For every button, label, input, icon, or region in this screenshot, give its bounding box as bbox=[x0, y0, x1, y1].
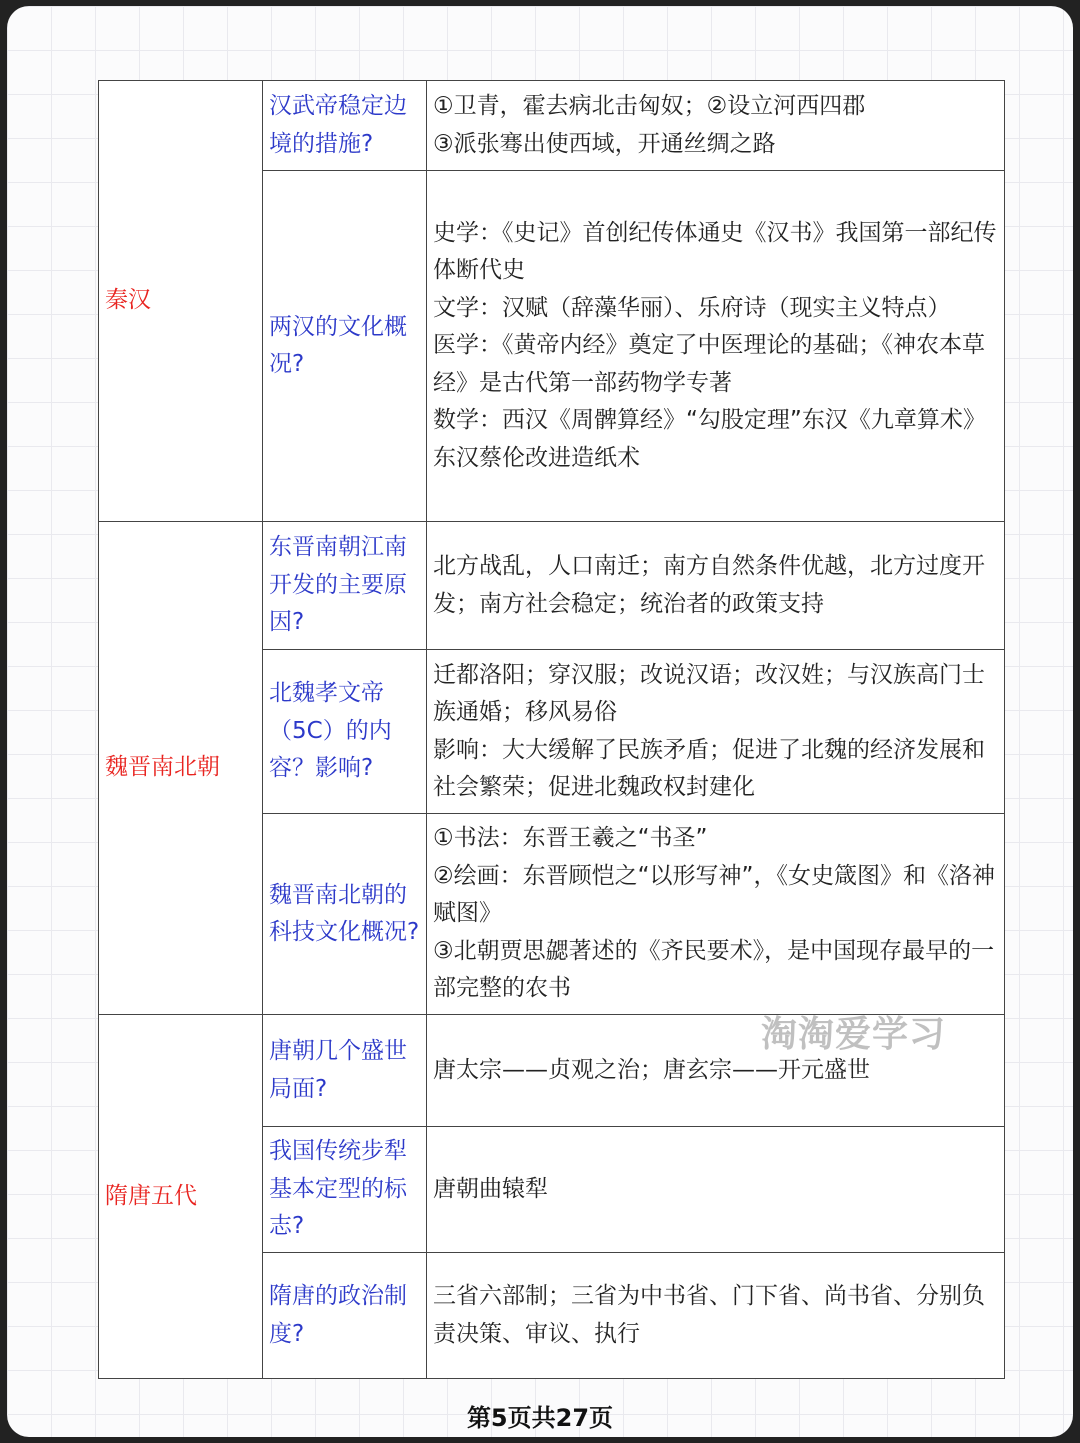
answer-line: ①卫青，霍去病北击匈奴；②设立河西四郡 bbox=[433, 93, 866, 119]
answer-line: 文学：汉赋（辞藻华丽）、乐府诗（现实主义特点） bbox=[433, 294, 951, 321]
answer-cell bbox=[427, 81, 1005, 171]
answer-cell bbox=[427, 1127, 1005, 1253]
page-number: 第5页共27页 bbox=[466, 1404, 614, 1432]
history-notes-table bbox=[98, 80, 1005, 1379]
question-cell: 隋唐的政治制度? bbox=[263, 1253, 427, 1379]
table-row bbox=[99, 522, 1005, 650]
table-row bbox=[99, 81, 1005, 171]
answer-line: ②绘画：东晋顾恺之“以形写神”，《女史箴图》和《洛神赋图》 bbox=[433, 862, 995, 927]
answer-cell bbox=[427, 171, 1005, 522]
answer-line: 史学：《史记》首创纪传体通史《汉书》我国第一部纪传体断代史 bbox=[433, 219, 997, 284]
question-cell: 汉武帝稳定边境的措施? bbox=[263, 81, 427, 171]
answer-line: ③北朝贾思勰著述的《齐民要术》，是中国现存最早的一部完整的农书 bbox=[433, 937, 995, 1002]
page-sheet bbox=[7, 6, 1073, 1437]
era-cell: 秦汉 bbox=[99, 81, 263, 522]
question-cell: 北魏孝文帝（5C）的内容？影响? bbox=[263, 650, 427, 814]
answer-line: 迁都洛阳；穿汉服；改说汉语；改汉姓；与汉族高门士族通婚；移风易俗 bbox=[433, 661, 985, 725]
watermark: 淘淘爱学习 bbox=[761, 1014, 947, 1055]
answer-line: 唐太宗——贞观之治；唐玄宗——开元盛世 bbox=[433, 1056, 870, 1083]
question-cell: 唐朝几个盛世局面? bbox=[263, 1015, 427, 1127]
answer-line: ①书法：东晋王羲之“书圣” bbox=[433, 825, 708, 852]
answer-line: 唐朝曲辕犁 bbox=[433, 1175, 548, 1202]
question-cell: 两汉的文化概况? bbox=[263, 171, 427, 522]
answer-line: 数学：西汉《周髀算经》“勾股定理”东汉《九章算术》 bbox=[433, 407, 986, 434]
answer-cell bbox=[427, 1253, 1005, 1379]
question-cell: 东晋南朝江南开发的主要原因? bbox=[263, 522, 427, 650]
question-cell: 我国传统步犁基本定型的标志? bbox=[263, 1127, 427, 1253]
answer-line: 东汉蔡伦改进造纸术 bbox=[433, 444, 640, 471]
answer-line: 医学：《黄帝内经》奠定了中医理论的基础；《神农本草经》是古代第一部药物学专著 bbox=[433, 332, 985, 396]
answer-line: 北方战乱，人口南迁；南方自然条件优越，北方过度开发；南方社会稳定；统治者的政策支持 bbox=[433, 553, 985, 617]
era-cell: 魏晋南北朝 bbox=[99, 522, 263, 1015]
question-cell: 魏晋南北朝的科技文化概况? bbox=[263, 814, 427, 1015]
answer-cell bbox=[427, 814, 1005, 1015]
answer-cell bbox=[427, 522, 1005, 650]
answer-line: ③派张骞出使西域，开通丝绸之路 bbox=[433, 130, 776, 157]
era-cell: 隋唐五代 bbox=[99, 1015, 263, 1379]
answer-line: 三省六部制；三省为中书省、门下省、尚书省、分别负责决策、审议、执行 bbox=[433, 1283, 985, 1347]
answer-cell bbox=[427, 650, 1005, 814]
answer-line: 影响：大大缓解了民族矛盾；促进了北魏的经济发展和社会繁荣；促进北魏政权封建化 bbox=[433, 736, 985, 800]
